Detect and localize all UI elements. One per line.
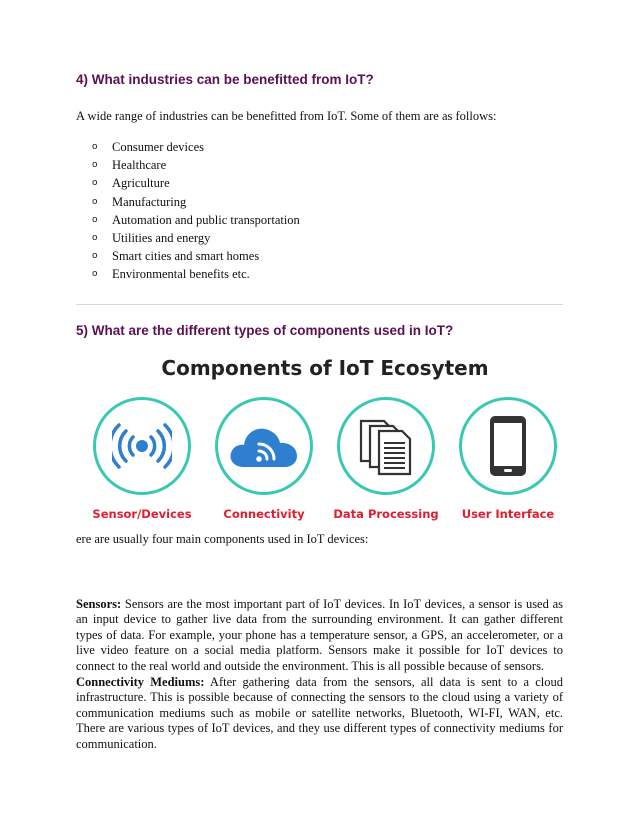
cloud-wifi-icon <box>228 423 300 469</box>
bullet-icon: o <box>92 214 98 225</box>
bullet-icon: o <box>92 142 98 152</box>
component-sensor <box>82 397 202 521</box>
component-connectivity <box>204 397 324 521</box>
list-item <box>92 156 300 174</box>
sensors-term: Sensors: <box>76 597 122 611</box>
component-label: User Interface <box>461 507 555 521</box>
list-item <box>92 174 300 192</box>
connectivity-paragraph <box>76 675 563 752</box>
component-label: Sensor/Devices <box>92 507 192 521</box>
list-item <box>92 138 300 156</box>
section-divider <box>76 304 563 305</box>
connectivity-term: Connectivity Mediums: <box>76 675 205 689</box>
components-intro-text: ere are usually four main components used in IoT devices: <box>76 532 369 546</box>
documents-icon <box>358 415 414 477</box>
component-label: Data Processing <box>333 507 439 521</box>
question-4-intro: A wide range of industries can be benefitted from IoT. Some of them are as follows: <box>76 109 497 123</box>
connectivity-text: After gathering data from the sensors, all data is sent to a cloud infrastructure. This is possible because of connecting the sensors to the cloud using a variety of communication mediums such as mobile or satellite networks, Bluetooth, WI-FI, WAN, etc. There are various types of IoT devices, and they use different types of connectivity mediums for communication. <box>76 675 563 751</box>
industries-list <box>92 138 300 284</box>
bullet-icon: o <box>92 251 98 262</box>
question-5-heading: 5) What are the different types of components used in IoT? <box>76 323 454 338</box>
bullet-icon: o <box>92 160 98 171</box>
list-item-text: Utilities and energy <box>112 230 211 245</box>
list-item-text: Automation and public transportation <box>112 212 300 227</box>
component-circle <box>93 397 191 495</box>
component-user-interface <box>448 397 568 521</box>
question-4-heading: 4) What industries can be benefitted from IoT? <box>76 72 374 87</box>
component-label: Connectivity <box>223 507 305 521</box>
list-item-text: Agriculture <box>112 176 170 191</box>
list-item <box>92 193 300 211</box>
list-item <box>92 211 300 229</box>
component-circle <box>215 397 313 495</box>
sensors-paragraph <box>76 597 563 674</box>
list-item-text: Consumer devices <box>112 140 204 154</box>
bullet-icon: o <box>92 178 98 189</box>
list-item-text: Manufacturing <box>112 194 187 209</box>
iot-components-figure <box>80 350 570 530</box>
list-item-text: Healthcare <box>112 158 167 173</box>
list-item-text: Smart cities and smart homes <box>112 249 260 264</box>
component-circle <box>459 397 557 495</box>
sensors-text: Sensors are the most important part of IoT devices. In IoT devices, a sensor is used as an input device to gather live data from the surrounding environment. It can gather different types of data. For example, your phone has a temperature sensor, a GPS, an accelerometer, or a live video feature on a social media platform. Sensors make it possible for IoT devices to connect to the real world and outside the environment. This is all possible because of sensors. <box>76 597 563 673</box>
bullet-icon: o <box>92 196 98 207</box>
list-item-text: Environmental benefits etc. <box>112 267 250 282</box>
list-item <box>92 247 300 265</box>
figure-title: Components of IoT Ecosytem <box>161 356 489 380</box>
bullet-icon: o <box>92 269 98 280</box>
bullet-icon: o <box>92 232 98 243</box>
sensor-icon <box>112 421 172 471</box>
list-item <box>92 229 300 247</box>
list-item <box>92 265 300 283</box>
component-circle <box>337 397 435 495</box>
component-data-processing <box>326 397 446 521</box>
smartphone-icon <box>488 414 528 478</box>
